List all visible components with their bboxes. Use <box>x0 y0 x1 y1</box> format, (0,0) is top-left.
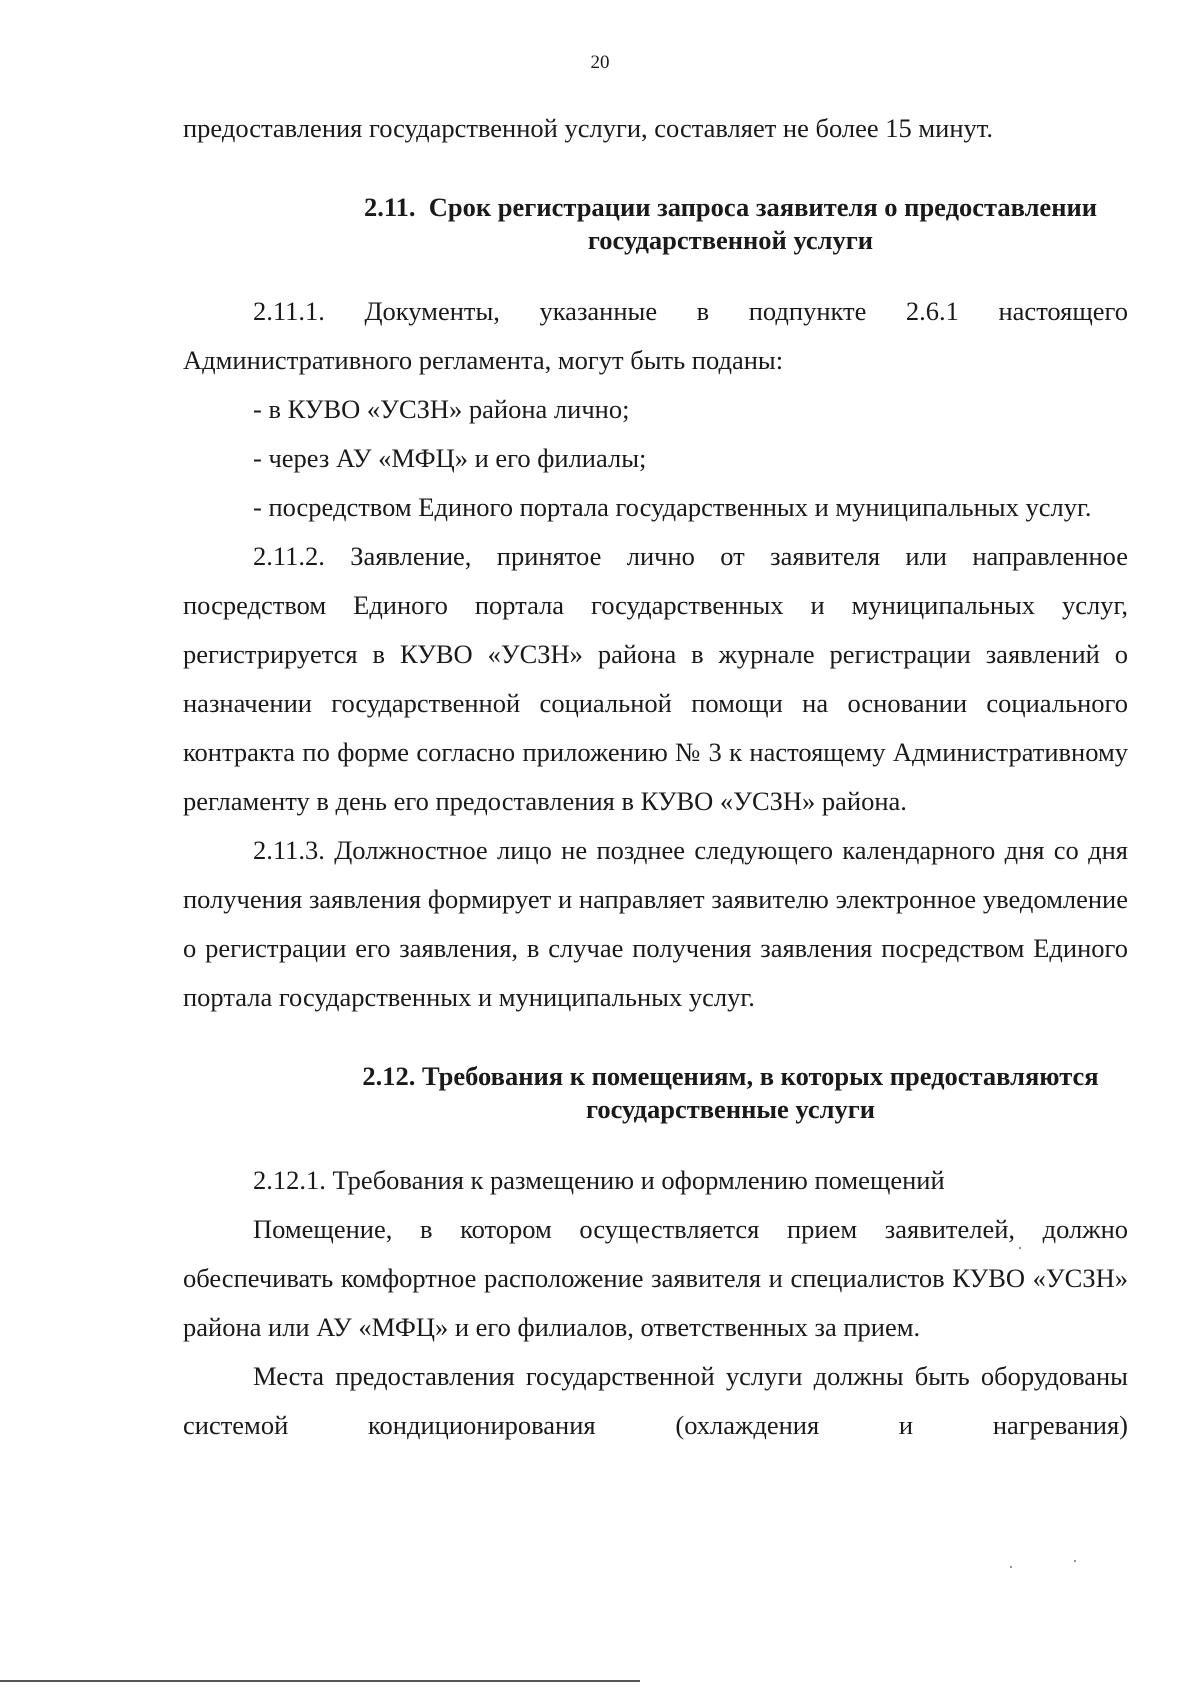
list-item-mfc: - через АУ «МФЦ» и его филиалы; <box>253 443 647 473</box>
paragraph-2-11-1: 2.11.1. Документы, указанные в подпункте 2.6.1 настоящего Административного регламента, могут быть поданы: <box>183 296 1128 375</box>
scan-edge-line <box>0 1680 640 1682</box>
scan-speck <box>1010 1566 1012 1568</box>
paragraph-places: Места предоставления государственной услуги должны быть оборудованы системой кондиционирования (охлаждения и нагревания) <box>183 1361 1128 1440</box>
scan-speck <box>1074 1560 1076 1562</box>
page-number: 20 <box>590 52 610 73</box>
list-item-portal: - посредством Единого портала государственных и муниципальных услуг. <box>253 492 1092 522</box>
paragraph-2-11-3: 2.11.3. Должностное лицо не позднее следующего календарного дня со дня получения заявления формирует и направляет заявителю электронное уведомление о регистрации его заявления, в случае получения заявления посредством Единого портала государственных и муниципальных услуг. <box>183 835 1128 1012</box>
paragraph-2-12-1: 2.12.1. Требования к размещению и оформлению помещений <box>253 1165 945 1195</box>
section-heading-2-12-line1: 2.12. Требования к помещениям, в которых предоставляются <box>362 1061 1099 1091</box>
section-heading-2-11-line2: государственной услуги <box>587 225 874 255</box>
paragraph-premises: Помещение, в котором осуществляется прием заявителей, должно обеспечивать комфортное расположение заявителя и специалистов КУВО «УСЗН» района или АУ «МФЦ» и его филиалов, ответственных за прием. <box>183 1214 1128 1342</box>
section-heading-2-12-line2: государственные услуги <box>585 1094 876 1124</box>
paragraph-continuation: предоставления государственной услуги, составляет не более 15 минут. <box>183 113 993 143</box>
section-heading-2-12 <box>183 1060 1128 1126</box>
paragraph-2-11-2: 2.11.2. Заявление, принятое лично от заявителя или направленное посредством Единого портала государственных и муниципальных услуг, регистрируется в КУВО «УСЗН» района в журнале регистрации заявлений о назначении государственной социальной помощи на основании социального контракта по форме согласно приложению № 3 к настоящему Административному регламенту в день его предоставления в КУВО «УСЗН» района. <box>183 541 1128 816</box>
list-item-personally: - в КУВО «УСЗН» района лично; <box>253 394 630 424</box>
document-body <box>183 104 1128 1450</box>
section-heading-2-11-line1: 2.11. Срок регистрации запроса заявителя о предоставлении <box>363 192 1098 222</box>
scan-speck <box>1019 1247 1021 1249</box>
section-heading-2-11 <box>183 191 1128 257</box>
